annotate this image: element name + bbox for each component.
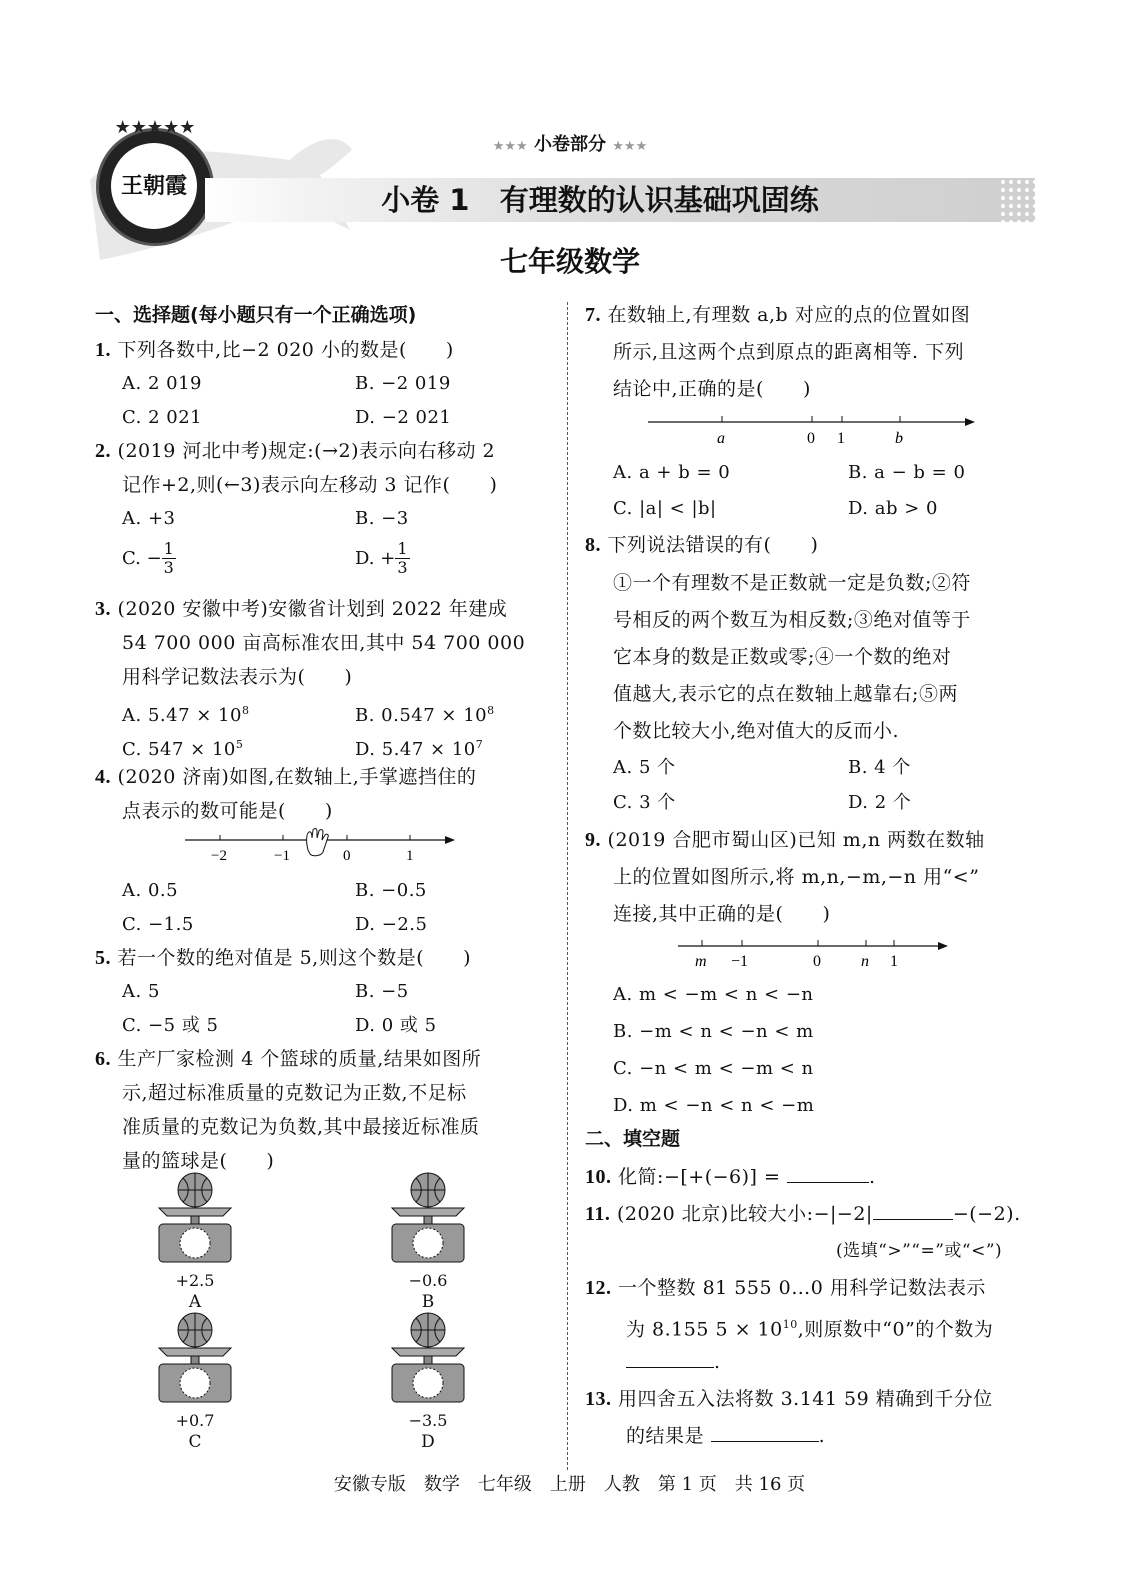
question-11: 11. (2020 北京)比较大小:−|−2| −(−2). <box>585 1197 1055 1231</box>
q13-line2: 的结果是 . <box>626 1419 825 1453</box>
q8-line4: 值越大,表示它的点在数轴上越靠右;⑤两 <box>613 683 958 705</box>
q2-line2: 记作+2,则(←3)表示向左移动 3 记作( ) <box>122 474 498 496</box>
q4-number-line <box>180 828 460 870</box>
q11-answer-blank[interactable] <box>873 1199 953 1220</box>
q3-option-a[interactable]: A. $5.47 \times 10^8$ <box>122 704 250 726</box>
q7-tick-label: 0 <box>807 430 815 447</box>
q8-stem: 下列说法错误的有( ) <box>607 534 819 556</box>
q6-line4: 量的篮球是( ) <box>122 1150 275 1172</box>
q7-option-d[interactable]: D. ab > 0 <box>848 498 938 519</box>
q7-line2: 所示,且这两个点到原点的距离相等. 下列 <box>613 341 965 363</box>
q2-option-b[interactable]: B. −3 <box>355 508 409 529</box>
logo-stars-icon: ★★★★★ <box>114 117 196 138</box>
scale-label: D <box>421 1432 435 1452</box>
q8-line2: 号相反的两个数互为相反数;③绝对值等于 <box>613 609 971 631</box>
column-divider <box>567 302 568 1470</box>
title-bar-dots <box>999 178 1035 222</box>
q13-number: 13. <box>585 1388 612 1410</box>
q3-option-d[interactable]: D. $5.47 \times 10^7$ <box>355 738 484 760</box>
q7-line1: 在数轴上,有理数 a,b 对应的点的位置如图 <box>607 304 971 326</box>
scale-value: −3.5 <box>408 1411 448 1430</box>
q12-answer-blank[interactable] <box>626 1347 714 1368</box>
q5-option-c[interactable]: C. −5 或 5 <box>122 1015 219 1036</box>
q1-option-c[interactable]: C. 2 021 <box>122 407 203 428</box>
section1-title: 一、选择题(每小题只有一个正确选项) <box>95 304 417 326</box>
q3-line1: (2020 安徽中考)安徽省计划到 2022 年建成 <box>117 598 508 620</box>
q4-option-b[interactable]: B. −0.5 <box>355 880 427 901</box>
q7-tick-label: b <box>895 430 903 447</box>
q9-line2: 上的位置如图所示,将 m,n,−m,−n 用“<” <box>613 866 980 888</box>
q6-line1: 生产厂家检测 4 个篮球的质量,结果如图所 <box>117 1048 482 1070</box>
scale-value: −0.6 <box>408 1271 448 1290</box>
q5-option-d[interactable]: D. 0 或 5 <box>355 1015 437 1036</box>
q9-option-d[interactable]: D. m < −n < n < −m <box>613 1095 815 1116</box>
q4-tick-label: 1 <box>406 848 414 864</box>
scale-label: A <box>188 1292 202 1312</box>
q8-option-a[interactable]: A. 5 个 <box>613 757 676 778</box>
q6-number: 6. <box>95 1048 111 1070</box>
q2-number: 2. <box>95 440 111 462</box>
q2-option-c[interactable]: C. − $\frac{1}{3}$ <box>122 539 174 577</box>
q1-option-d[interactable]: D. −2 021 <box>355 407 452 428</box>
q9-tick-label: n <box>861 953 869 970</box>
star-right-icon: ★★★ <box>612 139 648 154</box>
q11-number: 11. <box>585 1203 611 1225</box>
question-6 <box>95 1042 555 1076</box>
q1-option-a[interactable]: A. 2 019 <box>122 373 202 394</box>
page-footer: 安徽专版 数学 七年级 上册 人教 第 1 页 共 16 页 <box>333 1474 806 1495</box>
scale-figure-b[interactable] <box>378 1170 478 1313</box>
q10-number: 10. <box>585 1166 612 1188</box>
scale-figure-a[interactable] <box>145 1170 245 1313</box>
q9-option-a[interactable]: A. m < −m < n < −n <box>613 984 814 1005</box>
logo-inner <box>111 143 197 229</box>
q1-stem: 下列各数中,比−2 020 小的数是( ) <box>117 339 454 361</box>
question-3 <box>95 592 555 626</box>
logo-badge <box>96 117 214 246</box>
q8-line5: 个数比较大小,绝对值大的反而小. <box>613 720 900 742</box>
q2-d-fraction: $\frac{1}{3}$ <box>397 539 408 577</box>
q8-option-b[interactable]: B. 4 个 <box>848 757 911 778</box>
q9-tick-label: 1 <box>890 953 898 970</box>
q1-option-b[interactable]: B. −2 019 <box>355 373 451 394</box>
q5-option-a[interactable]: A. 5 <box>122 981 160 1002</box>
q12-line2: 为 8.155 $5 \times 10^{10}$,则原数中“0”的个数为 <box>626 1318 994 1341</box>
q1-number: 1. <box>95 339 111 361</box>
section-label: ★★★ 小卷部分 ★★★ <box>492 134 648 155</box>
page-subtitle: 七年级数学 <box>499 245 640 278</box>
question-10: 10. 化简:−[+(−6)] = . <box>585 1160 1055 1194</box>
q3-option-b[interactable]: B. $0.547 \times 10^8$ <box>355 704 495 726</box>
scale-value: +0.7 <box>175 1411 215 1430</box>
q9-option-b[interactable]: B. −m < n < −n < m <box>613 1021 814 1042</box>
q7-option-a[interactable]: A. a + b = 0 <box>613 462 731 483</box>
q7-tick-label: a <box>717 430 725 447</box>
q2-c-fraction: $\frac{1}{3}$ <box>163 539 174 577</box>
logo-text: 王朝霞 <box>120 173 187 199</box>
q9-line1: (2019 合肥市蜀山区)已知 m,n 两数在数轴 <box>607 829 985 851</box>
q9-tick-label: −1 <box>731 953 749 970</box>
q6-line2: 示,超过标准质量的克数记为正数,不足标 <box>122 1082 467 1104</box>
scale-label: C <box>188 1432 202 1452</box>
question-4 <box>95 760 555 794</box>
scale-basketball-icon <box>378 1310 478 1405</box>
q4-tick-label: −1 <box>274 848 290 864</box>
q7-number: 7. <box>585 304 601 326</box>
star-left-icon: ★★★ <box>492 139 528 154</box>
scale-figure-d[interactable] <box>378 1310 478 1453</box>
question-1 <box>95 333 555 367</box>
q4-option-d[interactable]: D. −2.5 <box>355 914 428 935</box>
q5-number: 5. <box>95 947 111 969</box>
hand-palm-icon <box>307 829 329 856</box>
q11-note: (选填“>”“=”或“<”) <box>836 1241 1003 1261</box>
q12-number: 12. <box>585 1277 612 1299</box>
q5-stem: 若一个数的绝对值是 5,则这个数是( ) <box>117 947 472 969</box>
q9-number-line <box>670 934 960 974</box>
q9-number: 9. <box>585 829 601 851</box>
q9-option-c[interactable]: C. −n < m < −m < n <box>613 1058 814 1079</box>
scale-figure-c[interactable] <box>145 1310 245 1453</box>
q5-option-b[interactable]: B. −5 <box>355 981 409 1002</box>
q9-tick-label: 0 <box>813 953 821 970</box>
q11-stem: (2020 北京)比较大小:−|−2| <box>616 1203 873 1225</box>
q8-line3: 它本身的数是正数或零;④一个数的绝对 <box>613 646 952 668</box>
q13-answer-blank[interactable] <box>711 1421 819 1442</box>
q8-number: 8. <box>585 534 601 556</box>
q8-option-c[interactable]: C. 3 个 <box>613 792 676 813</box>
q12-answer-line: . <box>626 1345 721 1379</box>
q8-line1: ①一个有理数不是正数就一定是负数;②符 <box>613 572 971 594</box>
q3-option-c[interactable]: C. $547 \times 10^5$ <box>122 738 244 760</box>
scale-basketball-icon <box>378 1170 478 1265</box>
question-9 <box>585 823 1055 857</box>
q9-line3: 连接,其中正确的是( ) <box>613 903 831 925</box>
page-title: 小卷 1 有理数的认识基础巩固练 <box>381 183 819 217</box>
q4-line1: (2020 济南)如图,在数轴上,手掌遮挡住的 <box>117 766 477 788</box>
q7-line3: 结论中,正确的是( ) <box>613 378 811 400</box>
q4-number: 4. <box>95 766 111 788</box>
q10-answer-blank[interactable] <box>787 1162 869 1183</box>
scale-basketball-icon <box>145 1170 245 1265</box>
q7-option-b[interactable]: B. a − b = 0 <box>848 462 966 483</box>
question-2 <box>95 434 555 468</box>
q7-option-c[interactable]: C. |a| < |b| <box>613 498 717 519</box>
q8-option-d[interactable]: D. 2 个 <box>848 792 912 813</box>
question-13 <box>585 1382 1055 1416</box>
question-5 <box>95 941 555 975</box>
q2-option-a[interactable]: A. +3 <box>122 508 176 529</box>
scale-label: B <box>421 1292 435 1312</box>
q12-line1: 一个整数 81 555 0…0 用科学记数法表示 <box>618 1277 986 1299</box>
q3-line2: 54 700 000 亩高标准农田,其中 54 700 000 <box>122 632 526 654</box>
scale-basketball-icon <box>145 1310 245 1405</box>
q4-line2: 点表示的数可能是( ) <box>122 800 333 822</box>
q6-line3: 准质量的克数记为负数,其中最接近标准质 <box>122 1116 480 1138</box>
q4-tick-label: −2 <box>211 848 227 864</box>
question-8 <box>585 528 1055 562</box>
q2-option-d[interactable]: D. + $\frac{1}{3}$ <box>355 539 408 577</box>
q3-line3: 用科学记数法表示为( ) <box>122 666 353 688</box>
q4-tick-label: 0 <box>343 848 351 864</box>
scale-value: +2.5 <box>175 1271 215 1290</box>
q7-tick-label: 1 <box>837 430 845 447</box>
q4-option-c[interactable]: C. −1.5 <box>122 914 194 935</box>
q13-line1: 用四舍五入法将数 3.141 59 精确到千分位 <box>618 1388 993 1410</box>
q7-number-line <box>640 410 980 450</box>
q3-number: 3. <box>95 598 111 620</box>
question-7 <box>585 298 1055 332</box>
q9-tick-label: m <box>695 953 707 970</box>
question-12 <box>585 1271 1055 1305</box>
q4-option-a[interactable]: A. 0.5 <box>122 880 179 901</box>
q2-line1: (2019 河北中考)规定:(→2)表示向右移动 2 <box>117 440 496 462</box>
q10-stem: 化简:−[+(−6)] = <box>618 1166 781 1188</box>
section2-title: 二、填空题 <box>585 1128 681 1150</box>
